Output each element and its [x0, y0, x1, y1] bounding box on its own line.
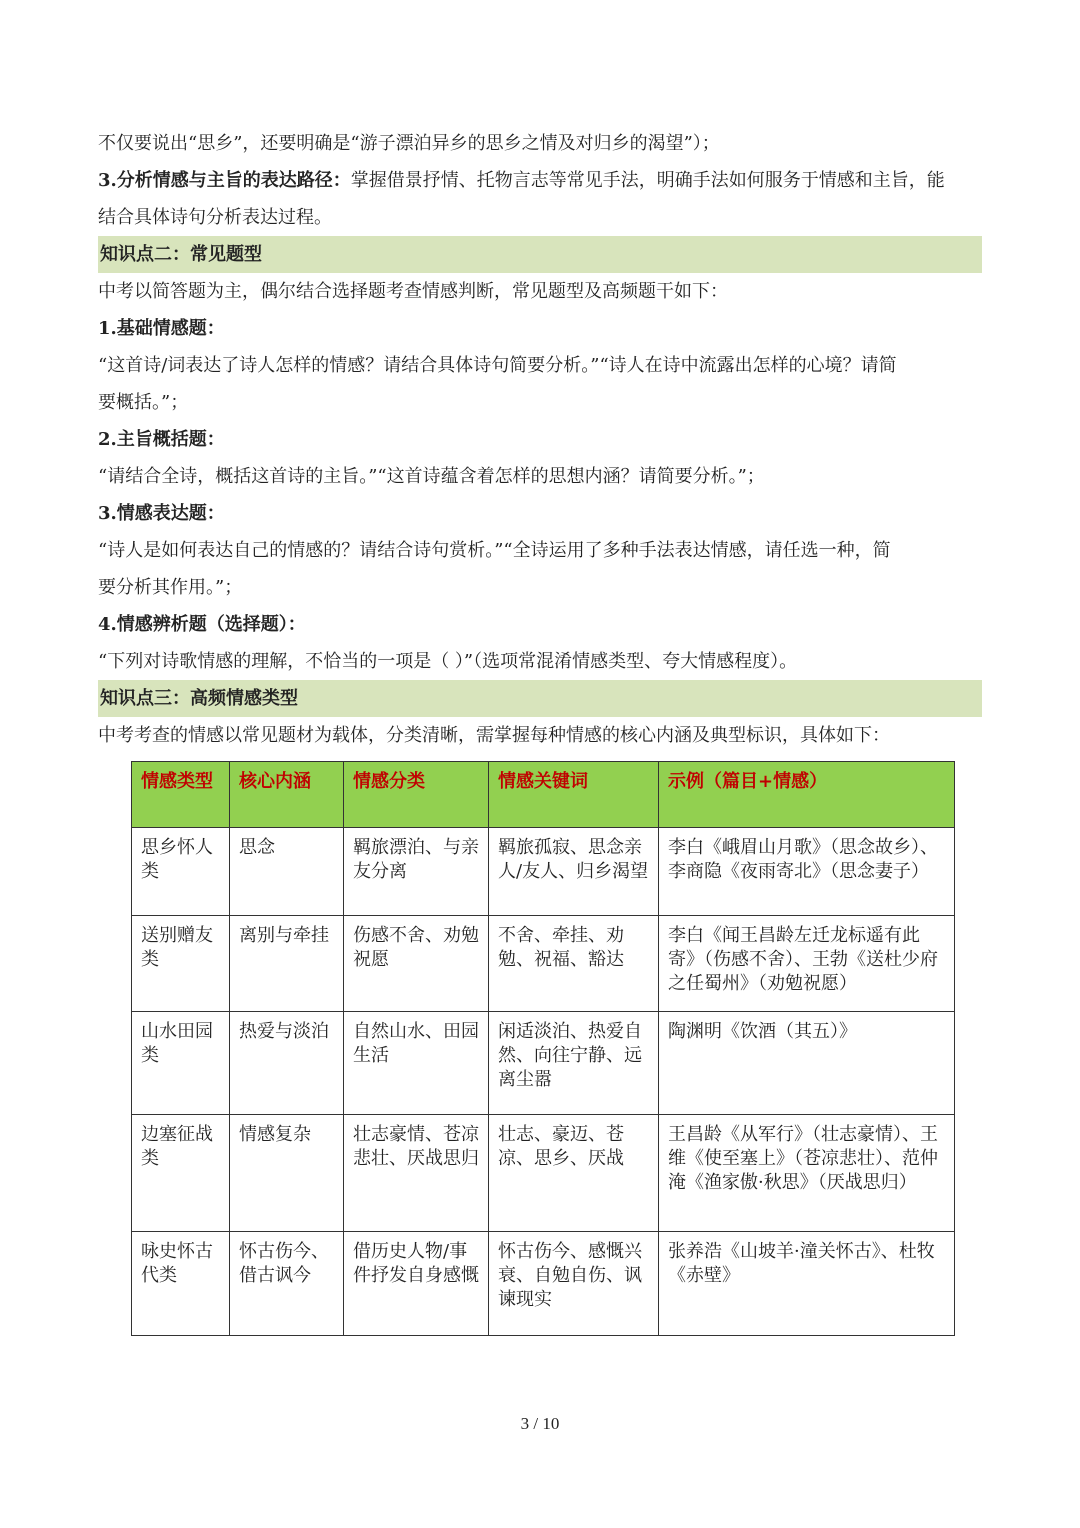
question-type-1-text: “这首诗/词表达了诗人怎样的情感？请结合具体诗句简要分析。”“诗人在诗中流露出怎样的心境？请简: [98, 355, 897, 376]
table-cell: 借历史人物/事件抒发自身感慨: [344, 1232, 489, 1336]
table-cell: 壮志、豪迈、苍凉、思乡、厌战: [489, 1115, 659, 1232]
table-cell: 边塞征战类: [132, 1115, 230, 1232]
table-row: [132, 1232, 955, 1336]
table-cell: 思念: [230, 828, 344, 916]
table-cell: 陶渊明《饮酒（其五）》: [659, 1012, 955, 1115]
paragraph-line: [98, 162, 982, 199]
table-row: [132, 828, 955, 916]
section-heading-3: 知识点三：高频情感类型: [98, 680, 982, 717]
question-type-2-text: “请结合全诗，概括这首诗的主旨。”“这首诗蕴含着怎样的思想内涵？请简要分析。”；: [98, 466, 765, 487]
table-cell: 怀古伤今、感慨兴衰、自勉自伤、讽谏现实: [489, 1232, 659, 1336]
document-body: [98, 125, 982, 754]
question-type-4-title: 4.情感辨析题（选择题）：: [98, 614, 306, 635]
section-heading-2: 知识点二：常见题型: [98, 236, 982, 273]
page-number: 3 / 10: [520, 1414, 560, 1433]
question-type-1-text: 要概括。”；: [98, 392, 189, 413]
table-cell: 闲适淡泊、热爱自然、向往宁静、远离尘嚣: [489, 1012, 659, 1115]
table-header-row: [132, 762, 955, 828]
table-cell: 山水田园类: [132, 1012, 230, 1115]
table-cell: 情感复杂: [230, 1115, 344, 1232]
table-header-cell: 情感类型: [132, 762, 230, 828]
table-cell: 思乡怀人类: [132, 828, 230, 916]
table-header-cell: 核心内涵: [230, 762, 344, 828]
emotion-types-table-wrapper: [131, 761, 955, 1336]
point-3-title: 3.分析情感与主旨的表达路径：: [98, 170, 351, 191]
table-header-cell: 情感关键词: [489, 762, 659, 828]
table-cell: 离别与牵挂: [230, 916, 344, 1012]
emotion-types-table: [131, 761, 955, 1336]
table-cell: 羁旅孤寂、思念亲人/友人、归乡渴望: [489, 828, 659, 916]
table-cell: 伤感不舍、劝勉祝愿: [344, 916, 489, 1012]
section-intro: 中考考查的情感以常见题材为载体，分类清晰，需掌握每种情感的核心内涵及典型标识，具体如下：: [98, 725, 890, 746]
paragraph-line: 不仅要说出“思乡”，还要明确是“游子漂泊异乡的思乡之情及对归乡的渴望”）；: [98, 133, 720, 154]
table-header-cell: 情感分类: [344, 762, 489, 828]
table-cell: 羁旅漂泊、与亲友分离: [344, 828, 489, 916]
table-cell: 壮志豪情、苍凉悲壮、厌战思归: [344, 1115, 489, 1232]
paragraph-line: 结合具体诗句分析表达过程。: [98, 207, 332, 228]
table-cell: 送别赠友类: [132, 916, 230, 1012]
table-cell: 李白《闻王昌龄左迁龙标遥有此寄》（伤感不舍）、王勃《送杜少府之任蜀州》（劝勉祝愿）: [659, 916, 955, 1012]
question-type-3-text: 要分析其作用。”；: [98, 577, 243, 598]
table-cell: 不舍、牵挂、劝勉、祝福、豁达: [489, 916, 659, 1012]
table-row: [132, 1115, 955, 1232]
table-cell: 热爱与淡泊: [230, 1012, 344, 1115]
table-cell: 怀古伤今、借古讽今: [230, 1232, 344, 1336]
table-cell: 李白《峨眉山月歌》（思念故乡）、李商隐《夜雨寄北》（思念妻子）: [659, 828, 955, 916]
question-type-2-title: 2.主旨概括题：: [98, 429, 225, 450]
point-3-text: 掌握借景抒情、托物言志等常见手法，明确手法如何服务于情感和主旨，能: [350, 170, 945, 191]
table-row: [132, 1012, 955, 1115]
table-cell: 张养浩《山坡羊·潼关怀古》、杜牧《赤壁》: [659, 1232, 955, 1336]
question-type-3-title: 3.情感表达题：: [98, 503, 225, 524]
table-cell: 咏史怀古代类: [132, 1232, 230, 1336]
section-intro: 中考以简答题为主，偶尔结合选择题考查情感判断，常见题型及高频题干如下：: [98, 281, 728, 302]
question-type-4-text: “下列对诗歌情感的理解，不恰当的一项是（ ）”（选项常混淆情感类型、夸大情感程度）。: [98, 651, 798, 672]
table-header-cell: 示例（篇目+情感）: [659, 762, 955, 828]
table-row: [132, 916, 955, 1012]
table-cell: 自然山水、田园生活: [344, 1012, 489, 1115]
question-type-3-text: “诗人是如何表达自己的情感的？请结合诗句赏析。”“全诗运用了多种手法表达情感，请任选一种，简: [98, 540, 891, 561]
table-cell: 王昌龄《从军行》（壮志豪情）、王维《使至塞上》（苍凉悲壮）、范仲淹《渔家傲·秋思》（厌战思归）: [659, 1115, 955, 1232]
question-type-1-title: 1.基础情感题：: [98, 318, 225, 339]
